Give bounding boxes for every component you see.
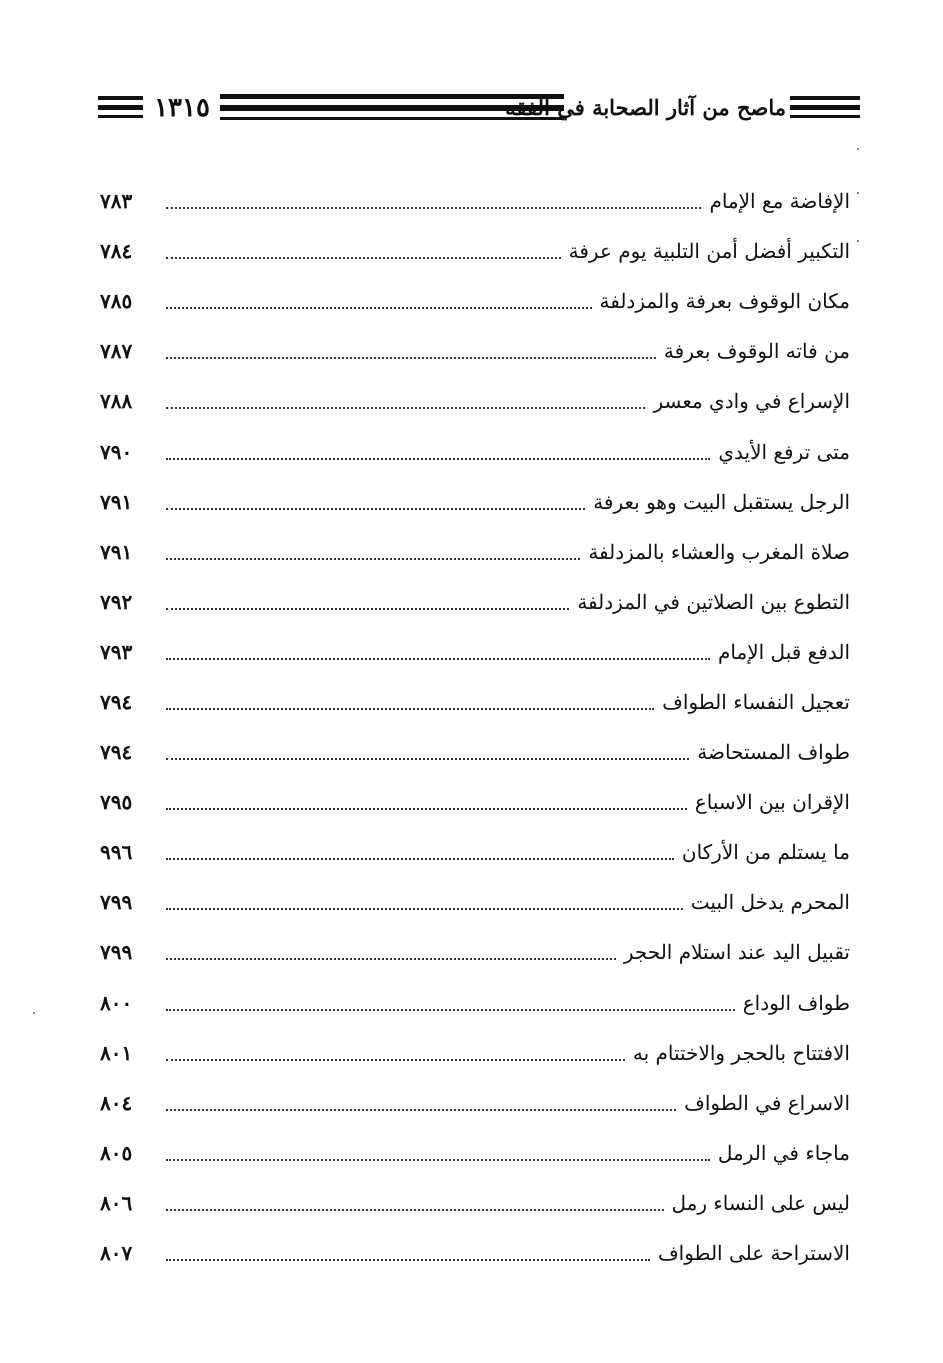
toc-entry [100,426,850,476]
header-rule-right [790,96,860,118]
toc-entry [100,1128,850,1178]
toc-entry-title: ليس على النساء رمل [671,1190,850,1215]
toc-entry-page: ٨٠٥ [100,1140,133,1165]
toc-entry-page: ٧٨٥ [100,289,133,314]
dot-leader [166,508,585,510]
dot-leader [166,1009,735,1011]
toc-entry-page: ٧٩٥ [100,790,133,815]
book-title: ماصح من آثار الصحابة في الفقه [505,95,786,120]
toc-entry-title: الإفاضة مع الإمام [709,189,850,214]
toc-entry-page: ٧٨٨ [100,389,133,414]
toc-entry-page: ٧٨٤ [100,239,133,264]
margin-speck [33,1012,35,1014]
dot-leader [166,458,710,460]
toc-entry-page: ٨٠٧ [100,1241,133,1266]
toc-entry [100,978,850,1028]
toc-entry-page: ٧٩٢ [100,589,133,614]
toc-entry-page: ٧٩٩ [100,890,133,915]
dot-leader [166,1109,676,1111]
toc-entry-title: ما يستلم من الأركان [681,840,850,865]
toc-entry-title: صلاة المغرب والعشاء بالمزدلفة [588,539,850,564]
toc-entry [100,877,850,927]
table-of-contents [100,176,850,1278]
toc-entry-page: ٧٩١ [100,539,133,564]
dot-leader [166,808,687,810]
toc-entry [100,1078,850,1128]
toc-entry-title: الإقران بين الاسباع [694,790,850,815]
toc-entry [100,226,850,276]
toc-entry-title: التكبير أفضل أمن التلبية يوم عرفة [568,239,850,264]
toc-entry [100,477,850,527]
toc-entry-title: الافتتاح بالحجر والاختتام به [632,1040,850,1065]
dot-leader [166,908,683,910]
toc-entry [100,176,850,226]
toc-entry-page: ٧٩٠ [100,439,133,464]
toc-entry-page: ٨٠٠ [100,990,133,1015]
toc-entry-title: مكان الوقوف بعرفة والمزدلفة [599,289,850,314]
toc-entry [100,527,850,577]
toc-entry-page: ٧٨٧ [100,339,133,364]
dot-leader [166,1059,625,1061]
toc-entry [100,927,850,977]
toc-entry-title: متى ترفع الأيدي [718,439,850,464]
toc-entry [100,827,850,877]
toc-entry-page: ٨٠٦ [100,1190,133,1215]
dot-leader [166,708,654,710]
dot-leader [166,1209,664,1211]
toc-entry [100,577,850,627]
toc-entry-title: المحرم يدخل البيت [690,890,850,915]
toc-entry [100,376,850,426]
toc-entry-title: ماجاء في الرمل [717,1140,850,1165]
toc-entry [100,1228,850,1278]
dot-leader [166,758,689,760]
dot-leader [166,307,592,309]
toc-entry-title: الدفع قبل الإمام [718,639,850,664]
toc-entry-title: تقبيل اليد عند استلام الحجر [623,940,850,965]
toc-entry-page: ٧٩٣ [100,639,133,664]
toc-entry [100,777,850,827]
toc-entry-title: طواف الوداع [742,990,850,1015]
toc-entry-page: ٨٠٤ [100,1090,133,1115]
toc-entry-page: ٩٩٦ [100,840,133,865]
dot-leader [166,257,561,259]
toc-entry-page: ٨٠١ [100,1040,133,1065]
margin-speck [857,192,859,194]
toc-entry-title: الإسراع في وادي معسر [653,389,850,414]
running-header [98,90,860,126]
margin-speck [857,240,859,242]
dot-leader [166,1259,650,1261]
toc-entry-title: الاستراحة على الطواف [657,1241,850,1266]
toc-entry-title: تعجيل النفساء الطواف [662,689,850,714]
dot-leader [166,207,701,209]
toc-entry-page: ٧٩٩ [100,940,133,965]
dot-leader [166,958,616,960]
toc-entry [100,1028,850,1078]
toc-entry-title: الاسراع في الطواف [684,1090,850,1115]
toc-entry [100,727,850,777]
toc-entry-page: ٧٨٣ [100,189,133,214]
toc-entry-title: من فاته الوقوف بعرفة [663,339,850,364]
dot-leader [166,407,645,409]
toc-entry-page: ٧٩٤ [100,740,133,765]
dot-leader [166,357,656,359]
toc-entry-title: التطوع بين الصلاتين في المزدلفة [577,589,850,614]
toc-entry [100,1178,850,1228]
margin-speck [857,148,859,150]
page-number: ١٣١٥ [154,93,210,123]
dot-leader [166,658,710,660]
dot-leader [166,558,580,560]
toc-entry-title: طواف المستحاضة [697,740,850,765]
toc-entry [100,677,850,727]
dot-leader [166,1159,710,1161]
toc-entry [100,326,850,376]
dot-leader [166,858,674,860]
header-rule-left [98,96,143,118]
toc-entry [100,276,850,326]
toc-entry-page: ٧٩٤ [100,689,133,714]
toc-entry-title: الرجل يستقبل البيت وهو بعرفة [593,489,850,514]
toc-entry-page: ٧٩١ [100,489,133,514]
toc-entry [100,627,850,677]
dot-leader [166,608,569,610]
